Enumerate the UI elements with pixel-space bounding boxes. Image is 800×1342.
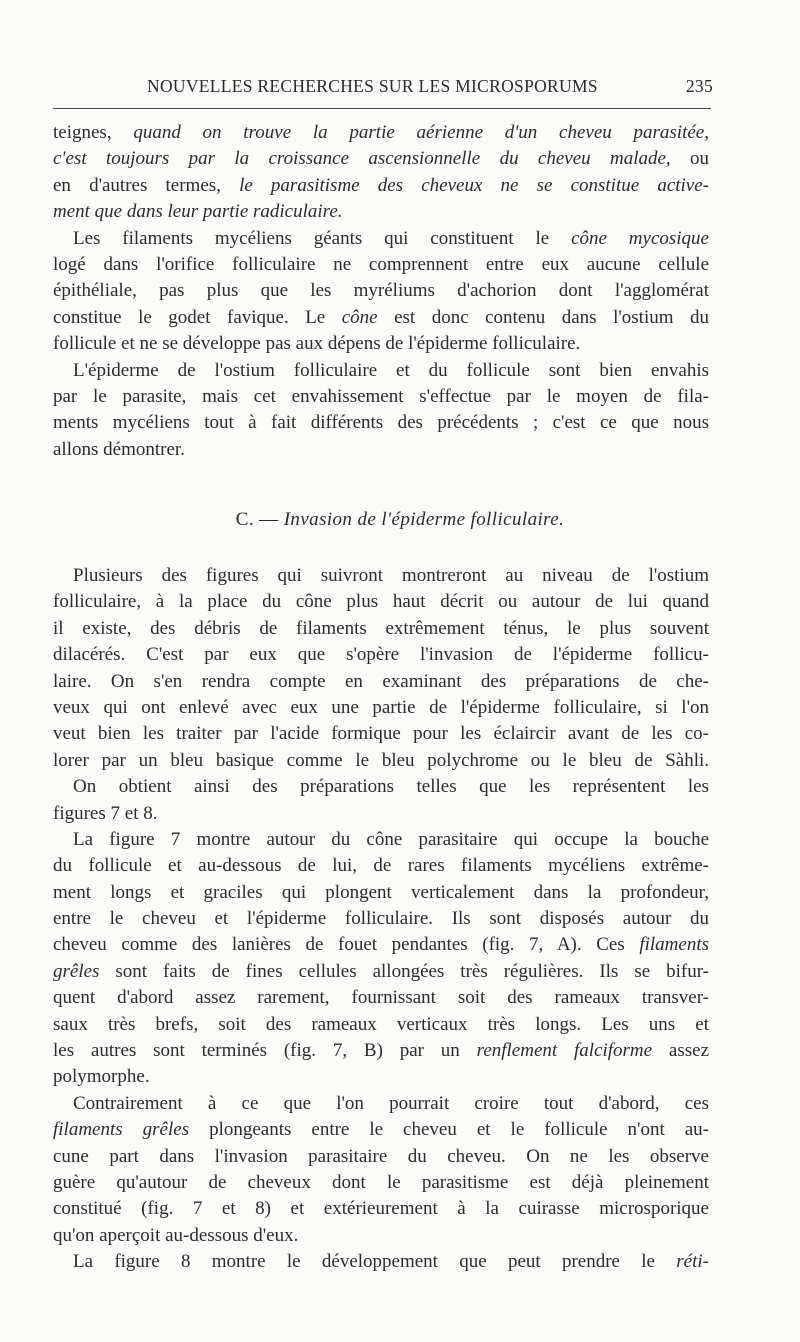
- text-line: [53, 748, 709, 774]
- text-line: [53, 801, 709, 827]
- text-span: constitué (fig. 7 et 8) et extérieurement à la cuirasse microsporique: [53, 1198, 709, 1220]
- section-label: C. —: [235, 509, 279, 530]
- text-line: [53, 774, 709, 800]
- text-line: [53, 880, 709, 906]
- text-span: par le parasite, mais cet envahissement s'effectue par le moyen de fila-: [53, 385, 709, 407]
- text-span: il existe, des débris de filaments extrêmement ténus, le plus souvent: [53, 617, 709, 639]
- text-span: folliculaire, à la place du cône plus haut décrit ou autour de lui quand: [53, 591, 709, 613]
- paragraphs-section-c: [53, 563, 709, 1276]
- text-line: [53, 853, 709, 879]
- text-line: [53, 1012, 709, 1038]
- text-span: ments mycéliens tout à fait différents des précédents ; c'est ce que nous: [53, 412, 709, 434]
- text-span: épithéliale, pas plus que les myréliums d'achorion dont l'agglomérat: [53, 280, 709, 302]
- text-line: [53, 985, 709, 1011]
- text-line: [53, 669, 709, 695]
- text-line: [53, 226, 709, 252]
- text-line: [53, 1091, 709, 1117]
- text-line: [53, 1038, 709, 1064]
- text-line: [53, 906, 709, 932]
- text-span: ou: [670, 148, 709, 170]
- text-line: [53, 1064, 709, 1090]
- italic-span: cône mycosique: [571, 227, 709, 249]
- text-span: sont faits de fines cellules allongées très régulières. Ils se bifur-: [99, 960, 709, 982]
- italic-span: cône: [341, 306, 378, 328]
- text-span: polymorphe.: [53, 1066, 150, 1088]
- text-span: Plusieurs des figures qui suivront montreront au niveau de l'ostium: [73, 565, 709, 586]
- header-rule: [53, 108, 711, 109]
- text-line: [53, 563, 709, 589]
- text-line: [53, 358, 709, 384]
- text-line: [53, 1223, 709, 1249]
- italic-span: quand on trouve la partie aérienne d'un cheveu parasitée,: [133, 122, 709, 143]
- text-span: teignes,: [53, 122, 134, 143]
- text-span: figures 7 et 8.: [53, 802, 158, 824]
- text-line: [53, 199, 709, 225]
- text-line: [53, 146, 709, 172]
- italic-span: réti-: [676, 1251, 709, 1273]
- text-span: guère qu'autour de cheveux dont le parasitisme est déjà pleinement: [53, 1171, 709, 1193]
- text-span: saux très brefs, soit des rameaux verticaux très longs. Les uns et: [53, 1013, 709, 1035]
- text-span: est donc contenu dans l'ostium du: [377, 306, 709, 328]
- text-span: L'épiderme de l'ostium folliculaire et du follicule sont bien envahis: [73, 359, 709, 381]
- text-line: [53, 305, 709, 331]
- text-line: [53, 589, 709, 615]
- running-header: [53, 76, 713, 98]
- text-span: On obtient ainsi des préparations telles que les représentent les: [73, 776, 709, 798]
- text-span: entre le cheveu et l'épiderme folliculaire. Ils sont disposés autour du: [53, 908, 709, 930]
- text-span: logé dans l'orifice folliculaire ne comprennent entre eux aucune cellule: [53, 253, 709, 275]
- text-line: [53, 721, 709, 747]
- italic-span: renflement falciforme: [476, 1040, 653, 1062]
- section-title: Invasion de l'épiderme folliculaire.: [283, 509, 565, 530]
- text-line: [53, 1196, 709, 1222]
- text-line: [53, 252, 709, 278]
- text-line: [53, 695, 709, 721]
- text-line: [53, 1144, 709, 1170]
- italic-span: filaments: [639, 934, 709, 956]
- text-span: La figure 7 montre autour du cône parasitaire qui occupe la bouche: [73, 828, 709, 850]
- running-title: NOUVELLES RECHERCHES SUR LES MICROSPORUMS: [147, 76, 598, 96]
- italic-span: filaments grêles: [53, 1119, 190, 1141]
- text-line: [53, 827, 709, 853]
- text-line: [53, 331, 709, 357]
- text-line: [53, 1117, 709, 1143]
- text-line: [53, 437, 709, 463]
- italic-span: c'est toujours par la croissance ascensionnelle du cheveu malade,: [53, 148, 671, 170]
- text-line: [53, 959, 709, 985]
- text-span: dilacérés. C'est par eux que s'opère l'invasion de l'épiderme follicu-: [53, 644, 709, 666]
- text-line: [53, 642, 709, 668]
- text-span: les autres sont terminés (fig. 7, B) par un: [53, 1040, 477, 1062]
- text-line: [53, 410, 709, 436]
- text-span: follicule et ne se développe pas aux dépens de l'épiderme folliculaire.: [53, 333, 581, 355]
- text-span: plongeants entre le cheveu et le follicule n'ont au-: [189, 1119, 709, 1141]
- text-span: veux qui ont enlevé avec eux une partie de l'épiderme folliculaire, si l'on: [53, 696, 709, 718]
- italic-span: grêles: [53, 960, 100, 982]
- text-span: assez: [652, 1040, 709, 1062]
- italic-span: ment que dans leur partie radiculaire.: [53, 201, 343, 223]
- text-span: constitue le godet favique. Le: [53, 306, 342, 328]
- text-line: [53, 120, 709, 146]
- text-span: allons démontrer.: [53, 438, 185, 460]
- text-line: [53, 1249, 709, 1275]
- text-line: [53, 616, 709, 642]
- text-span: cune part dans l'invasion parasitaire du cheveu. On ne les observe: [53, 1145, 709, 1167]
- paragraphs-section-b: [53, 120, 709, 463]
- text-span: lorer par un bleu basique comme le bleu polychrome ou le bleu de Sàhli.: [53, 749, 709, 771]
- text-line: [53, 932, 709, 958]
- text-line: [53, 173, 709, 199]
- text-line: [53, 384, 709, 410]
- text-span: veut bien les traiter par l'acide formique pour les éclaircir avant de les co-: [53, 723, 709, 745]
- text-span: La figure 8 montre le développement que peut prendre le: [73, 1251, 677, 1273]
- text-span: en d'autres termes,: [53, 174, 240, 196]
- text-span: qu'on aperçoit au-dessous d'eux.: [53, 1224, 299, 1246]
- italic-span: le parasitisme des cheveux ne se constitue active-: [239, 174, 709, 196]
- text-line: [53, 1170, 709, 1196]
- text-span: laire. On s'en rendra compte en examinant des préparations de che-: [53, 670, 709, 692]
- text-span: du follicule et au-dessous de lui, de rares filaments mycéliens extrême-: [53, 855, 709, 877]
- text-line: [53, 278, 709, 304]
- page-number: 235: [685, 76, 713, 96]
- text-span: Contrairement à ce que l'on pourrait croire tout d'abord, ces: [73, 1092, 709, 1114]
- text-span: Les filaments mycéliens géants qui constituent le: [73, 227, 572, 249]
- text-span: cheveu comme des lanières de fouet pendantes (fig. 7, A). Ces: [53, 934, 640, 956]
- text-span: quent d'abord assez rarement, fournissant soit des rameaux transver-: [53, 987, 709, 1009]
- text-span: ment longs et graciles qui plongent verticalement dans la profondeur,: [53, 881, 709, 903]
- section-heading: [0, 509, 800, 531]
